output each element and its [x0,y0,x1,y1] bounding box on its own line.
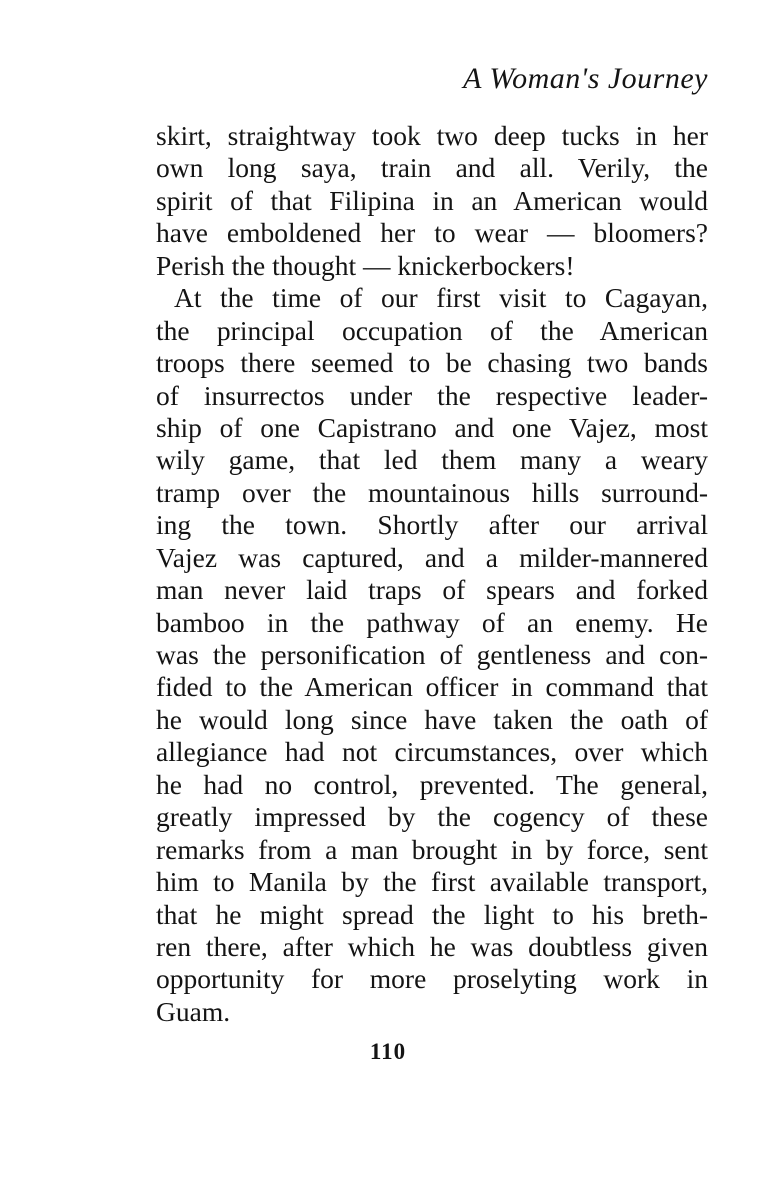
text-line: that he might spread the light to his breth- [156,898,708,930]
text-line: he would long since have taken the oath of [156,703,708,735]
text-line: him to Manila by the first available transport, [156,866,708,898]
text-line: the principal occupation of the American [156,314,708,346]
text-line: At the time of our first visit to Cagayan, [174,282,708,314]
text-line: Perish the thought — knickerbockers! [156,249,575,281]
text-line: spirit of that Filipina in an American would [156,184,708,216]
text-line: tramp over the mountainous hills surround- [156,476,708,508]
text-line: remarks from a man brought in by force, sent [156,833,708,865]
text-line: greatly impressed by the cogency of these [156,801,708,833]
running-head: A Woman's Journey [463,62,708,95]
text-line: was the personification of gentleness and con- [156,639,708,670]
text-line: wily game, that led them many a weary [156,444,708,476]
text-line: skirt, straightway took two deep tucks in her [156,120,708,151]
text-line: bamboo in the pathway of an enemy. He [156,606,708,638]
body-text [156,120,708,1028]
text-line: ing the town. Shortly after our arrival [156,509,708,541]
text-line: opportunity for more proselyting work in [156,963,708,995]
text-line: ren there, after which he was doubtless given [156,930,708,962]
text-line: he had no control, prevented. The general, [156,768,708,800]
text-line: Guam. [156,995,231,1027]
text-line: of insurrectos under the respective leader- [156,379,708,411]
text-line: have emboldened her to wear — bloomers? [156,217,708,249]
text-line: allegiance had not circumstances, over which [156,736,708,768]
text-line: own long saya, train and all. Verily, the [156,152,708,184]
text-line: man never laid traps of spears and forked [156,574,708,606]
text-line: Vajez was captured, and a milder-mannered [156,541,708,573]
text-line: fided to the American officer in command that [156,671,708,703]
text-line: ship of one Capistrano and one Vajez, most [156,411,708,443]
text-line: troops there seemed to be chasing two bands [156,347,708,379]
page-number: 110 [369,1039,407,1064]
